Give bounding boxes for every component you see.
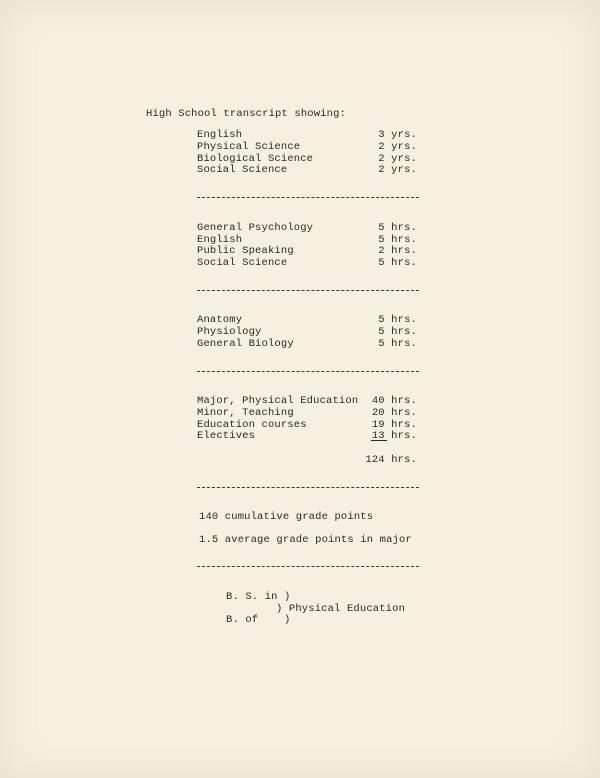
- transcript-header: High School transcript showing:: [146, 108, 346, 120]
- row-value: 13 hrs.: [371, 430, 417, 442]
- row-value: 5 hrs.: [378, 314, 417, 326]
- row-value: 20 hrs.: [371, 407, 417, 419]
- row-value: 2 yrs.: [378, 153, 417, 165]
- row-label: Social Science: [197, 164, 288, 176]
- row-label: General Biology: [197, 338, 294, 350]
- row-value: 5 hrs.: [378, 326, 417, 338]
- row-label: English: [197, 129, 243, 141]
- row-label: Anatomy: [197, 314, 243, 326]
- row-label: Social Science: [197, 257, 288, 269]
- cumulative-grade-points: 140 cumulative grade points: [199, 511, 374, 523]
- row-value: 2 hrs.: [378, 245, 417, 257]
- row-label: Physical Science: [197, 141, 301, 153]
- row-value: 5 hrs.: [378, 338, 417, 350]
- row-value: 3 yrs.: [378, 129, 417, 141]
- row-value: 5 hrs.: [378, 222, 417, 234]
- row-value: 19 hrs.: [371, 419, 417, 431]
- divider-line: [197, 487, 419, 488]
- divider-line: [197, 197, 419, 198]
- sum-underline: [371, 440, 387, 441]
- row-label: Biological Science: [197, 153, 314, 165]
- divider-line: [197, 371, 419, 372]
- divider-line: [197, 566, 419, 567]
- row-value: 5 hrs.: [378, 257, 417, 269]
- major-average-grade-points: 1.5 average grade points in major: [199, 534, 412, 546]
- row-value: 5 hrs.: [378, 234, 417, 246]
- degree-field-line: ) Physical Education: [276, 603, 406, 615]
- row-label: Education courses: [197, 419, 307, 431]
- row-value: 40 hrs.: [371, 395, 417, 407]
- row-label: General Psychology: [197, 222, 314, 234]
- row-label: English: [197, 234, 243, 246]
- row-value: 2 yrs.: [378, 164, 417, 176]
- degree-b-of-line: B. of ): [226, 614, 291, 626]
- row-label: Major, Physical Education: [197, 395, 359, 407]
- row-label: Minor, Teaching: [197, 407, 294, 419]
- degree-bs-line: B. S. in ): [226, 591, 291, 603]
- row-label: Physiology: [197, 326, 262, 338]
- row-label: Public Speaking: [197, 245, 294, 257]
- row-label: Electives: [197, 430, 256, 442]
- total-hours: 124 hrs.: [365, 454, 417, 466]
- row-value: 2 yrs.: [378, 141, 417, 153]
- divider-line: [197, 290, 419, 291]
